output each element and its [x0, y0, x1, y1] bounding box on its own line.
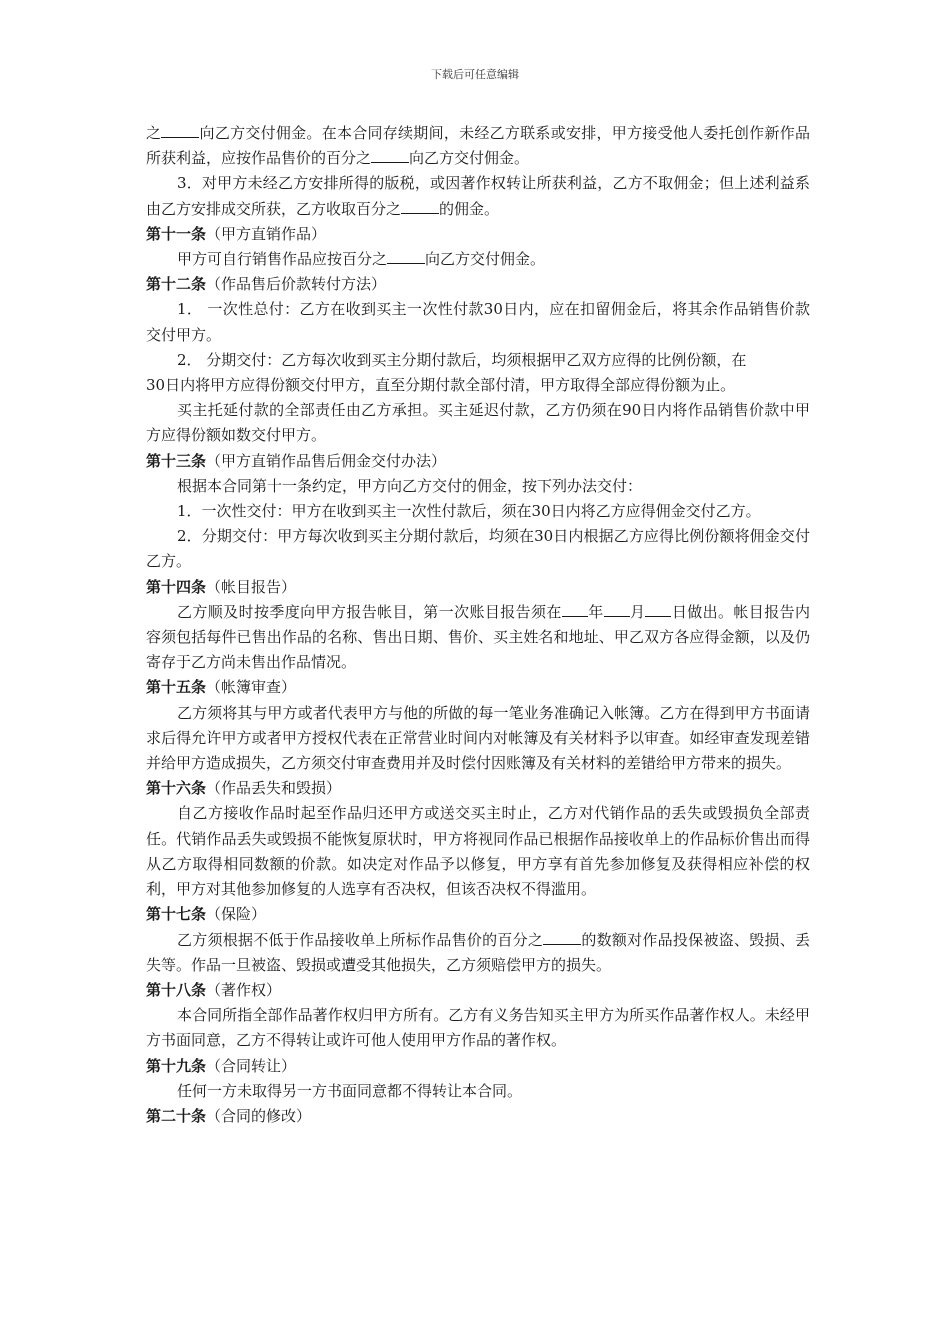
text: 年	[587, 602, 604, 621]
text: 乙方顺及时按季度向甲方报告帐目，第一次账目报告须在	[177, 602, 562, 621]
article-number: 第十七条	[146, 905, 207, 924]
article-heading	[146, 1054, 810, 1079]
article-title: （著作权）	[206, 980, 282, 999]
article-heading	[146, 449, 810, 474]
article-heading	[146, 776, 810, 801]
text: 3．对甲方未经乙方安排所得的版税，或因著作权转让所获利益，乙方不取佣金；但上述利益系由乙方安排成交所获，乙方收取百分之	[146, 174, 810, 218]
article-title: （甲方直销作品）	[206, 224, 327, 243]
fill-blank	[543, 929, 581, 945]
article-title: （作品丢失和毁损）	[206, 779, 342, 798]
text: 向乙方交付佣金。在本合同存续期间，未经乙方联系或安排，甲方接受他人委托创作新作品所获利益，应按作品售价的百分之	[146, 124, 810, 168]
fill-blank	[387, 248, 425, 264]
article-title: （作品售后价款转付方法）	[206, 275, 387, 294]
article-title: （保险）	[206, 905, 267, 924]
article-number: 第十四条	[146, 577, 207, 596]
article-title: （合同的修改）	[206, 1106, 312, 1125]
article-number: 第十三条	[146, 451, 207, 470]
paragraph: 根据本合同第十一条约定，甲方向乙方交付的佣金，按下列办法交付：	[177, 476, 643, 495]
paragraph: 2． 分期交付：乙方每次收到买主分期付款后，均须根据甲乙双方应得的比例份额，在	[177, 350, 747, 369]
paragraph	[146, 247, 810, 272]
article-heading	[146, 575, 810, 600]
article-title: （帐簿审查）	[206, 678, 297, 697]
article-heading	[146, 272, 810, 297]
fill-blank	[604, 601, 630, 617]
article-number: 第十二条	[146, 275, 207, 294]
paragraph: 1．一次性交付：甲方在收到买主一次性付款后，须在30日内将乙方应得佣金交付乙方。	[177, 502, 761, 521]
fill-blank	[645, 601, 671, 617]
article-title: （甲方直销作品售后佣金交付办法）	[206, 451, 447, 470]
fill-blank	[401, 198, 439, 214]
article-number: 第十一条	[146, 224, 207, 243]
article-number: 第二十条	[146, 1106, 207, 1125]
article-heading	[146, 1104, 810, 1129]
text: 的佣金。	[439, 199, 500, 218]
text: 的数额对作品投保被盗、毁损、丢失等。作品一旦被盗、毁损或遭受其他损失，乙方须赔偿甲方的损失。	[146, 930, 810, 974]
article-title: （合同转让）	[206, 1056, 297, 1075]
page-header: 下载后可任意编辑	[431, 68, 519, 81]
text: 之	[146, 124, 162, 142]
article-number: 第十八条	[146, 980, 207, 999]
paragraph	[146, 121, 810, 171]
paragraph: 自乙方接收作品时起至作品归还甲方或送交买主时止，乙方对代销作品的丢失或毁损负全部责任。代销作品丢失或毁损不能恢复原状时，甲方将视同作品已根据作品接收单上的作品标价售出而得从乙方取得相同数额的价款。如决定对作品予以修复，甲方享有首先参加修复及获得相应补偿的权利，甲方对其他参加修复的人选享有否决权，但该否决权不得滥用。	[146, 804, 810, 899]
contract-body	[146, 121, 810, 1129]
paragraph: 30日内将甲方应得份额交付甲方，直至分期付款全部付清，甲方取得全部应得份额为止。	[146, 376, 736, 395]
text: 乙方须根据不低于作品接收单上所标作品售价的百分之	[177, 930, 544, 949]
text: 甲方可自行销售作品应按百分之	[177, 250, 388, 269]
paragraph: 乙方须将其与甲方或者代表甲方与他的所做的每一笔业务准确记入帐簿。乙方在得到甲方书面请求后得允许甲方或者甲方授权代表在正常营业时间内对帐簿及有关材料予以审查。如经审查发现差错并给甲方造成损失，乙方须交付审查费用并及时偿付因账簿及有关材料的差错给甲方带来的损失。	[146, 703, 810, 773]
article-number: 第十六条	[146, 779, 207, 798]
text: 向乙方交付佣金。	[425, 250, 546, 269]
paragraph	[146, 600, 810, 676]
article-heading	[146, 675, 810, 700]
paragraph: 2．分期交付：甲方每次收到买主分期付款后，均须在30日内根据乙方应得比例份额将佣金交付乙方。	[146, 527, 810, 571]
fill-blank	[562, 601, 588, 617]
article-number: 第十九条	[146, 1056, 207, 1075]
paragraph: 买主托延付款的全部责任由乙方承担。买主延迟付款，乙方仍须在90日内将作品销售价款中甲方应得份额如数交付甲方。	[146, 401, 810, 445]
article-heading	[146, 978, 810, 1003]
paragraph: 任何一方未取得另一方书面同意都不得转让本合同。	[177, 1081, 523, 1100]
fill-blank	[371, 147, 409, 163]
fill-blank	[161, 122, 199, 138]
article-title: （帐目报告）	[206, 577, 297, 596]
paragraph: 本合同所指全部作品著作权归甲方所有。乙方有义务告知买主甲方为所买作品著作权人。未经甲方书面同意，乙方不得转让或许可他人使用甲方作品的著作权。	[146, 1006, 810, 1050]
article-number: 第十五条	[146, 678, 207, 697]
text: 月	[629, 602, 646, 621]
paragraph	[146, 171, 810, 221]
paragraph	[146, 928, 810, 978]
article-heading	[146, 902, 810, 927]
article-heading	[146, 222, 810, 247]
text: 向乙方交付佣金。	[409, 149, 530, 168]
text: 日做出。帐目报告内容须包括每件已售出作品的名称、售出日期、售价、买主姓名和地址、甲乙双方各应得金额，以及仍寄存于乙方尚未售出作品情况。	[146, 602, 810, 672]
paragraph: 1． 一次性总付：乙方在收到买主一次性付款30日内，应在扣留佣金后，将其余作品销售价款交付甲方。	[146, 300, 810, 344]
